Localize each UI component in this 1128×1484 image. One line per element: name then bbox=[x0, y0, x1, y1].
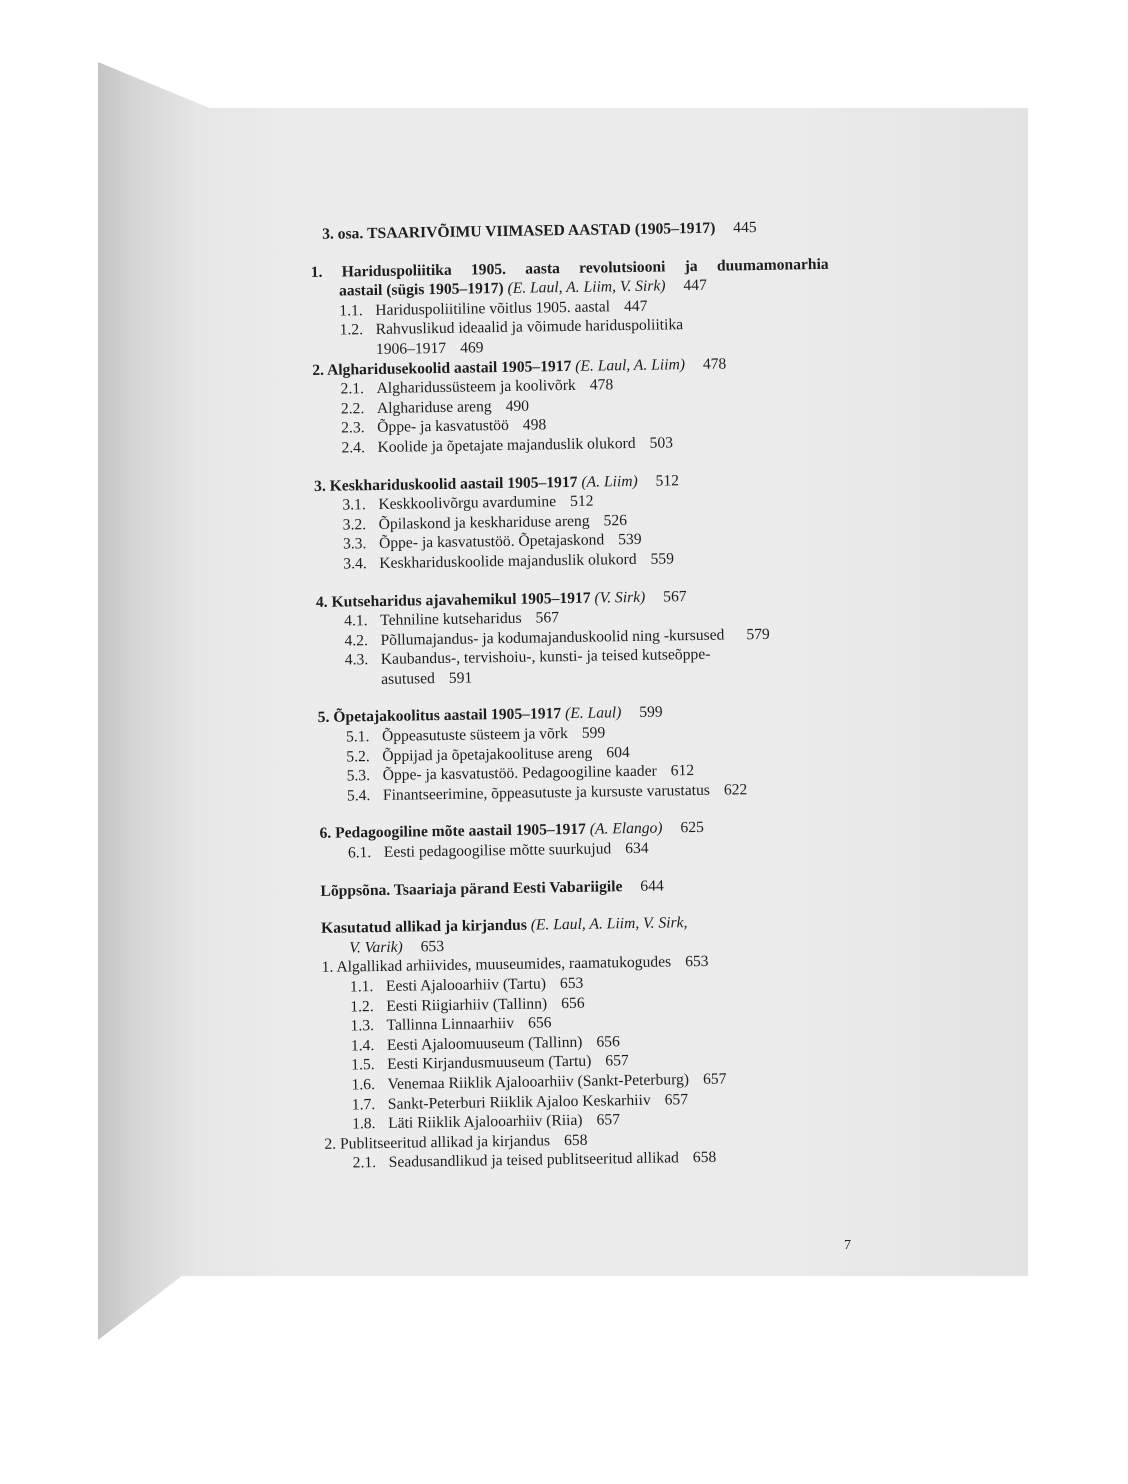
ch1-authors: (E. Laul, A. Liim, V. Sirk) bbox=[507, 277, 666, 298]
toc-entry: 3.1. Keskkoolivõrgu avardumine 512 bbox=[342, 492, 594, 514]
toc-entry: 1.2. Eesti Riigiarhiiv (Tallinn) 656 bbox=[350, 994, 585, 1016]
part-page: 445 bbox=[733, 218, 757, 237]
ch5-title: 5. Õpetajakoolitus aastail 1905–1917 (E. Laul) 599 bbox=[317, 703, 663, 727]
sources-title: Kasutatud allikad ja kirjandus (E. Laul, A. Liim, V. Sirk, bbox=[320, 914, 688, 938]
ch6-title: 6. Pedagoogiline mõte aastail 1905–1917 (A. Elango) 625 bbox=[319, 819, 704, 843]
toc-entry: 1.7. Sankt-Peterburi Riiklik Ajaloo Keskarhiiv 657 bbox=[351, 1090, 689, 1114]
page-number: 7 bbox=[844, 1238, 851, 1253]
toc-entry: 1.5. Eesti Kirjandusmuuseum (Tartu) 657 bbox=[351, 1052, 629, 1074]
toc-entry: 1.6. Venemaa Riiklik Ajalooarhiiv (Sankt-Peterburg) 657 bbox=[351, 1070, 727, 1094]
ch4-title: 4. Kutseharidus ajavahemikul 1905–1917 (V. Sirk) 567 bbox=[315, 587, 687, 611]
toc-entry: 1.4. Eesti Ajaloomuuseum (Tallinn) 656 bbox=[350, 1033, 620, 1055]
toc-entry: 5.2. Õppijad ja õpetajakoolituse areng 604 bbox=[346, 743, 630, 766]
toc-entry: 4.1. Tehniline kutseharidus 567 bbox=[344, 609, 560, 630]
toc-entry: 1.1. Hariduspoliitiline võitlus 1905. aastal 447 bbox=[339, 297, 648, 320]
toc-entry-continuation: 1906–1917 469 bbox=[375, 339, 484, 358]
toc-entry: 4.3. Kaubandus-, tervishoiu-, kunsti- ja teised kutseõppe- bbox=[344, 646, 711, 669]
toc-entry: 4.2. Põllumajandus- ja kodumajanduskoolid ning -kursused 579 bbox=[344, 625, 770, 650]
epilogue-title: Lõppsõna. Tsaariaja pärand Eesti Vabariigile 644 bbox=[320, 877, 664, 900]
toc-entry: 3.3. Õppe- ja kasvatustöö. Õpetajaskond 539 bbox=[342, 531, 642, 553]
toc-entry: 2.1. Seadusandlikud ja teised publitseeritud allikad 658 bbox=[352, 1149, 717, 1172]
toc-entry: 2.2. Alghariduse areng 490 bbox=[340, 397, 530, 418]
ch2-title: 2. Algharidusekoolid aastail 1905–1917 (E. Laul, A. Liim) 478 bbox=[312, 355, 727, 379]
toc-entry: 2.4. Koolide ja õpetajate majanduslik olukord 503 bbox=[341, 434, 674, 457]
sources-title-line2: V. Varik) 653 bbox=[349, 937, 445, 957]
toc-entry: 2.3. Õppe- ja kasvatustöö 498 bbox=[341, 416, 547, 437]
toc-entry-continuation: asutused 591 bbox=[381, 669, 473, 688]
ch1-title-line1: 1. Hariduspoliitika 1905. aasta revolutsiooni ja duumamonarhia bbox=[310, 255, 829, 281]
part-prefix: 3. osa. bbox=[322, 225, 364, 243]
sources-section-1: 1. Algallikad arhiivides, muuseumides, raamatukogudes 653 bbox=[321, 953, 709, 977]
sources-section-2: 2. Publitseeritud allikad ja kirjandus 658 bbox=[324, 1131, 588, 1153]
toc-entry: 5.1. Õppeasutuste süsteem ja võrk 599 bbox=[345, 724, 606, 746]
toc-entry: 1.3. Tallinna Linnaarhiiv 656 bbox=[350, 1014, 552, 1035]
toc-entry: 3.2. Õpilaskond ja keskhariduse areng 526 bbox=[342, 511, 628, 534]
table-of-contents bbox=[310, 217, 845, 1174]
toc-entry: 5.4. Finantseerimine, õppeasutuste ja kursuste varustatus 622 bbox=[346, 781, 748, 805]
toc-entry: 5.3. Õppe- ja kasvatustöö. Pedagoogiline kaader 612 bbox=[346, 762, 695, 785]
ch3-title: 3. Keskhariduskoolid aastail 1905–1917 (A. Liim) 512 bbox=[313, 471, 680, 495]
toc-entry: 1.8. Läti Riiklik Ajalooarhiiv (Riia) 657 bbox=[351, 1111, 621, 1133]
toc-entry: 3.4. Keskhariduskoolide majanduslik olukord 559 bbox=[343, 550, 675, 573]
ch1-page: 447 bbox=[683, 276, 707, 295]
ch1-title-line2: aastail (sügis 1905–1917) (E. Laul, A. Liim, V. Sirk) 447 bbox=[338, 276, 707, 300]
part-title: TSAARIVÕIMU VIIMASED AASTAD (1905–1917) bbox=[367, 219, 716, 243]
toc-entry: 6.1. Eesti pedagoogilise mõtte suurkujud 634 bbox=[347, 839, 649, 862]
toc-entry: 2.1. Algharidussüsteem ja koolivõrk 478 bbox=[340, 376, 614, 398]
toc-entry: 1.2. Rahvuslikud ideaalid ja võimude hariduspoliitika bbox=[339, 316, 684, 339]
toc-entry: 1.1. Eesti Ajalooarhiiv (Tartu) 653 bbox=[349, 974, 584, 996]
